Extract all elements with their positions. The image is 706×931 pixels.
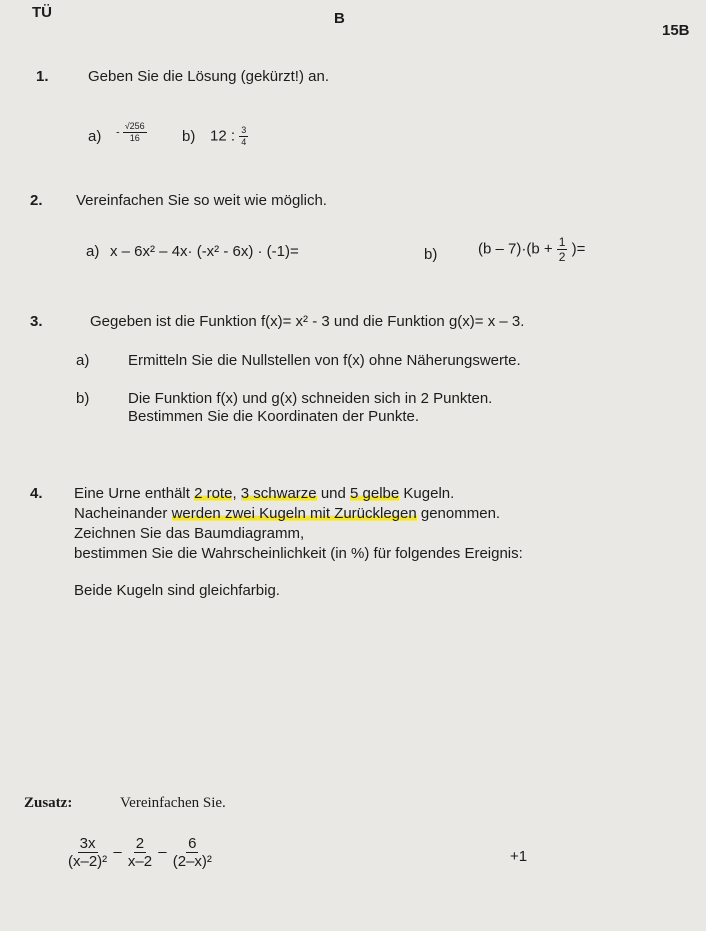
q3a-label: a) — [76, 352, 90, 369]
q4-line1-start: Eine Urne enthält — [74, 485, 195, 502]
q4-highlight-yellow-balls: 5 gelbe — [350, 485, 400, 502]
q2-instruction: Vereinfachen Sie so weit wie möglich. — [76, 192, 327, 209]
q3b-text-line2: Bestimmen Sie die Koordinaten der Punkte. — [128, 408, 419, 425]
q1-instruction: Geben Sie die Lösung (gekürzt!) an. — [88, 68, 329, 85]
q2b-right: )= — [571, 240, 586, 258]
q2b-left: (b – 7)·(b + — [478, 240, 553, 258]
q4-line2-start: Nacheinander — [74, 505, 172, 522]
q4-line2 — [74, 505, 500, 522]
zusatz-points: +1 — [510, 848, 528, 865]
q2a-label: a) — [86, 243, 100, 260]
q4-highlight-replacement: werden zwei Kugeln mit Zurücklegen — [171, 505, 417, 522]
q4-highlight-black-balls: 3 schwarze — [240, 485, 317, 502]
zusatz-instruction: Vereinfachen Sie. — [120, 795, 226, 811]
q3b-text-line1: Die Funktion f(x) und g(x) schneiden sich in 2 Punkten. — [128, 390, 493, 407]
zusatz-minus1: – — [113, 843, 122, 861]
q2a-expression: x – 6x² – 4x· (-x² - 6x) · (-1)= — [110, 243, 299, 260]
q4-line2-end: genommen. — [416, 505, 501, 522]
q2-number: 2. — [30, 192, 43, 209]
q1b-numerator: 3 — [241, 125, 247, 135]
q4-highlight-red-balls: 2 rote — [194, 485, 233, 502]
q3-number: 3. — [30, 313, 43, 330]
q2b-label: b) — [424, 246, 438, 263]
q1a-expression — [116, 122, 147, 143]
q1b-label: b) — [182, 128, 196, 145]
q1-number: 1. — [36, 68, 49, 85]
q4-line1-sep1: , — [232, 485, 241, 502]
q4-number: 4. — [30, 485, 43, 502]
q4-line3: Zeichnen Sie das Baumdiagramm, — [74, 525, 305, 542]
q1b-denominator: 4 — [241, 137, 247, 147]
q1b-expression — [210, 126, 248, 147]
q2b-denominator: 2 — [558, 250, 566, 264]
zusatz-label: Zusatz: — [24, 795, 73, 811]
q1a-sign: - — [116, 126, 120, 139]
q4-line1-sep2: und — [316, 485, 351, 502]
header-left-label: TÜ — [32, 4, 52, 21]
zusatz-f1-numerator: 3x — [79, 835, 96, 852]
q4-line1 — [74, 485, 454, 502]
q1b-dividend: 12 : — [210, 127, 236, 145]
zusatz-f2-denominator: x–2 — [127, 853, 153, 870]
q3a-text: Ermitteln Sie die Nullstellen von f(x) ohne Näherungswerte. — [128, 352, 521, 369]
zusatz-f3-numerator: 6 — [188, 835, 197, 852]
q3b-label: b) — [76, 390, 90, 407]
zusatz-f3-denominator: (2–x)² — [172, 853, 212, 870]
zusatz-f2-numerator: 2 — [135, 835, 145, 852]
q1a-numerator: √256 — [124, 121, 145, 131]
q1a-denominator: 16 — [129, 133, 140, 143]
q4-event: Beide Kugeln sind gleichfarbig. — [74, 582, 280, 599]
header-center-label: B — [334, 10, 345, 27]
zusatz-expression — [66, 836, 214, 869]
q1a-label: a) — [88, 128, 102, 145]
q2b-expression — [478, 236, 585, 263]
q3-instruction: Gegeben ist die Funktion f(x)= x² - 3 und die Funktion g(x)= x – 3. — [90, 313, 525, 330]
q2b-numerator: 1 — [558, 235, 566, 249]
q4-line4: bestimmen Sie die Wahrscheinlichkeit (in %) für folgendes Ereignis: — [74, 545, 523, 562]
q4-line1-end: Kugeln. — [399, 485, 455, 502]
zusatz-f1-denominator: (x–2)² — [68, 853, 108, 870]
zusatz-minus2: – — [158, 843, 167, 861]
sheet-code: 15B — [662, 22, 690, 39]
